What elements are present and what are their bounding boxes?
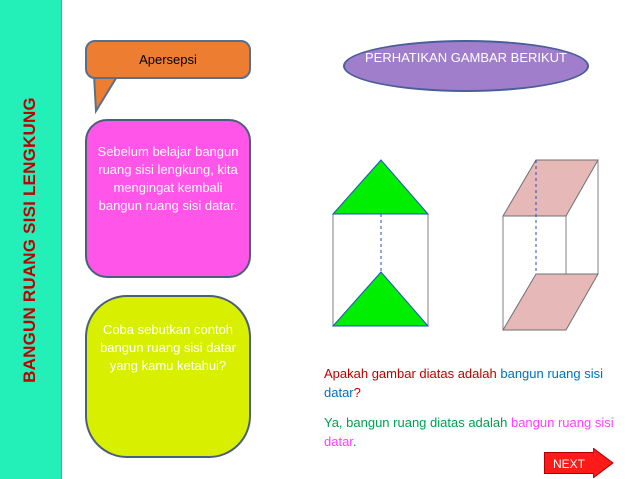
parallelepiped-top-face	[503, 160, 598, 216]
next-button[interactable]	[544, 452, 594, 474]
answer-part1: Ya, bangun ruang diatas adalah	[324, 415, 511, 430]
intro-text: Sebelum belajar bangun ruang sisi lengkung, kita mengingat kembali bangun ruang sisi datar.	[97, 144, 239, 213]
prism-bottom-face	[333, 272, 428, 326]
triangular-prism-figure	[333, 160, 428, 326]
sidebar-title: BANGUN RUANG SISI LENGKUNG	[20, 97, 39, 383]
answer-text	[324, 413, 624, 451]
prism-top-face	[333, 160, 428, 214]
parallelepiped-figure	[503, 160, 598, 330]
instruction-text: PERHATIKAN GAMBAR BERIKUT	[364, 50, 567, 65]
question-highlight: bangun ruang sisi datar	[324, 366, 603, 400]
next-arrow-icon[interactable]	[593, 448, 615, 478]
question-part2: ?	[353, 385, 361, 400]
parallelepiped-bottom-face	[503, 274, 598, 330]
next-label: NEXT	[552, 457, 585, 471]
question-text	[324, 364, 624, 402]
answer-highlight: bangun ruang sisi datar	[324, 415, 614, 449]
question-box-text: Coba sebutkan contoh bangun ruang sisi datar yang kamu ketahui?	[100, 322, 236, 373]
apersepsi-label: Apersepsi	[139, 52, 197, 67]
question-part1: Apakah gambar diatas adalah	[324, 366, 501, 381]
answer-part2: .	[352, 434, 357, 449]
